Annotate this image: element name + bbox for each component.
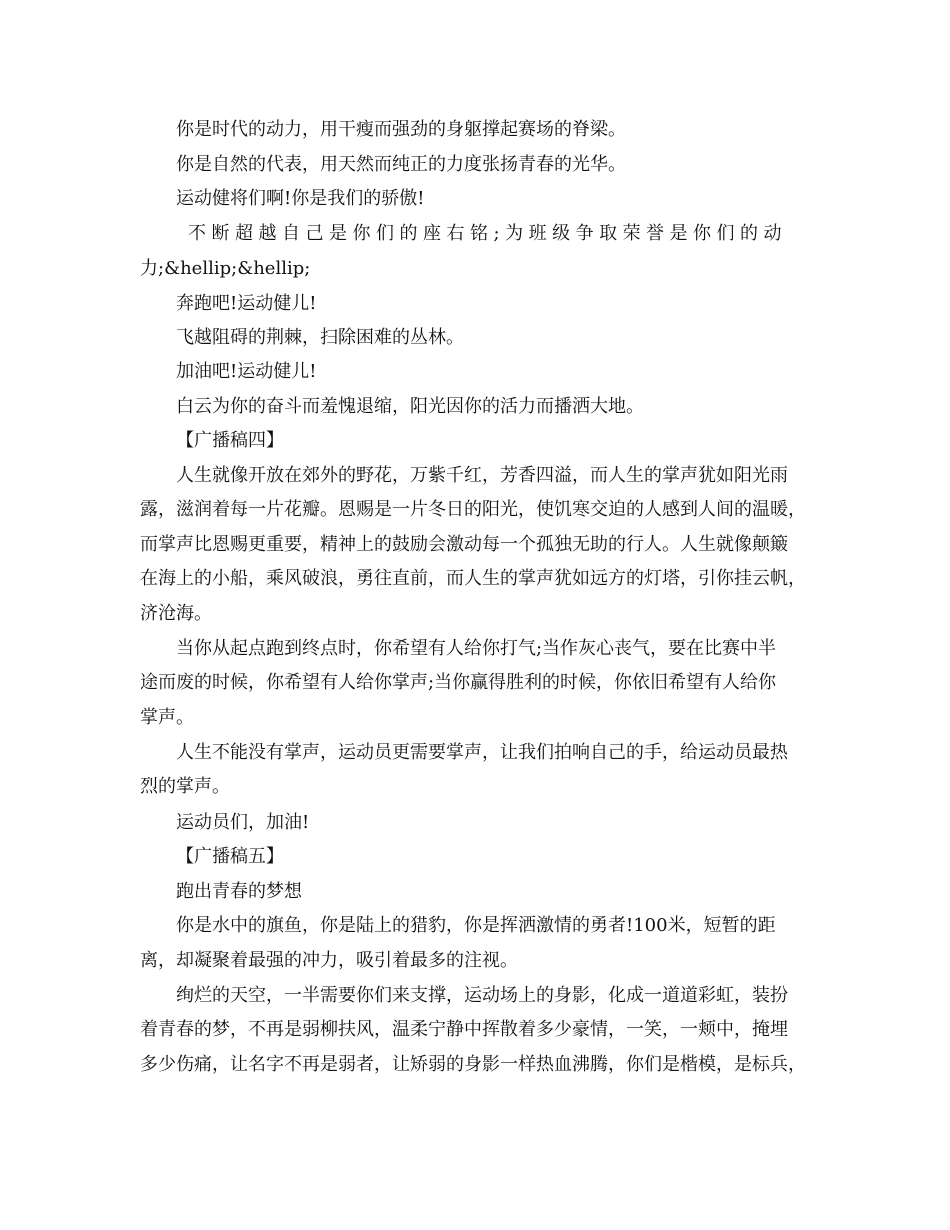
text-line: 多少伤痛，让名字不再是弱者，让矫弱的身影一样热血沸腾，你们是楷模，是标兵， [140,1054,806,1075]
section-heading: 【广播稿五】 [176,846,284,867]
text-line: 你是时代的动力，用干瘦而强劲的身躯撑起赛场的脊梁。 [176,119,626,140]
text-line: 人生不能没有掌声，运动员更需要掌声，让我们拍响自己的手，给运动员最热 [176,742,788,763]
text-line: 着青春的梦，不再是弱柳扶风，温柔宁静中挥散着多少豪情，一笑，一颊中，掩埋 [140,1019,788,1040]
text-line: 在海上的小船，乘风破浪，勇往直前，而人生的掌声犹如远方的灯塔，引你挂云帆， [140,568,806,589]
text-line: 奔跑吧!运动健儿! [176,293,317,314]
text-line: 不断超越自己是你们的座右铭;为班级争取荣誉是你们的动 [188,223,788,244]
text-line: 人生就像开放在郊外的野花，万紫千红，芳香四溢，而人生的掌声犹如阳光雨 [176,465,788,486]
text-line: 烈的掌声。 [140,776,230,797]
text-line: 绚烂的天空，一半需要你们来支撑，运动场上的身影，化成一道道彩虹，装扮 [176,985,788,1006]
subtitle: 跑出青春的梦想 [176,881,302,902]
text-line: 而掌声比恩赐更重要，精神上的鼓励会激动每一个孤独无助的行人。人生就像颠簸 [140,534,788,555]
text-line: 加油吧!运动健儿! [176,361,317,382]
text-line: 运动健将们啊!你是我们的骄傲! [176,188,425,209]
text-line: 运动员们，加油! [176,812,310,833]
text-line: 力;&hellip;&hellip; [140,258,311,279]
text-line: 当你从起点跑到终点时，你希望有人给你打气;当作灰心丧气，要在比赛中半 [176,638,777,659]
text-line: 离，却凝聚着最强的冲力，吸引着最多的注视。 [140,950,518,971]
text-line: 白云为你的奋斗而羞愧退缩，阳光因你的活力而播洒大地。 [176,396,644,417]
section-heading: 【广播稿四】 [176,430,284,451]
text-line: 你是自然的代表，用天然而纯正的力度张扬青春的光华。 [176,154,626,175]
text-line: 掌声。 [140,707,194,728]
text-line: 飞越阻碍的荆棘，扫除困难的丛林。 [176,327,464,348]
text-line: 途而废的时候，你希望有人给你掌声;当你赢得胜利的时候，你依旧希望有人给你 [140,672,777,693]
text-line: 你是水中的旗鱼，你是陆上的猎豹，你是挥洒激情的勇者!100米，短暂的距 [176,915,776,936]
text-line: 济沧海。 [140,603,212,624]
text-line: 露，滋润着每一片花瓣。恩赐是一片冬日的阳光，使饥寒交迫的人感到人间的温暖， [140,499,806,520]
